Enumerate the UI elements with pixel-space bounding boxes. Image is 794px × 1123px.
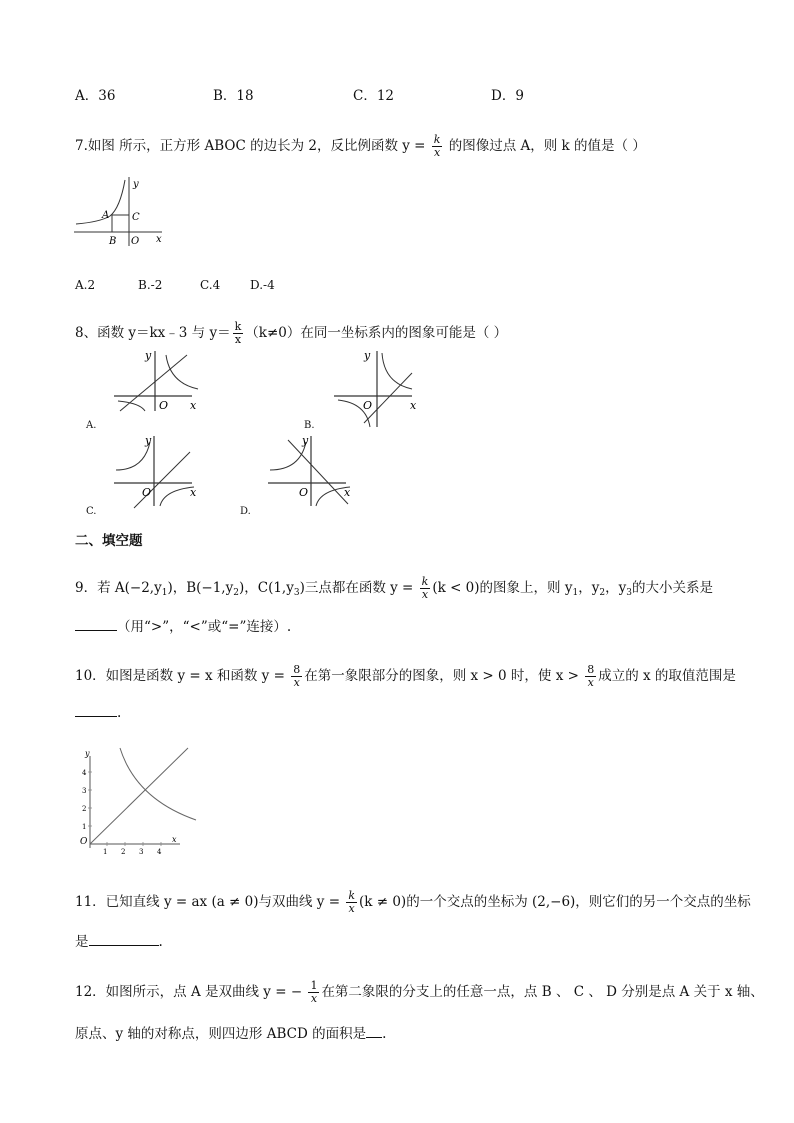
line-graph bbox=[288, 440, 348, 504]
q8-label-c: C. bbox=[86, 506, 97, 517]
square-aboc bbox=[112, 215, 129, 232]
x-tick-2: 2 bbox=[121, 848, 126, 856]
fraction: $\frac{8}{x}$ bbox=[293, 663, 301, 689]
q12-line2: 原点、y 轴的对称点，则四边形 ABCD 的面积是 . bbox=[75, 1026, 387, 1042]
label-y: y bbox=[145, 349, 152, 362]
label-y: y bbox=[85, 749, 90, 758]
label-x: x bbox=[172, 835, 177, 844]
label-x: x bbox=[344, 486, 351, 499]
line-graph bbox=[364, 373, 412, 423]
label-y: y bbox=[133, 179, 139, 190]
q7-option-a: A.2 bbox=[75, 278, 96, 292]
line-y-equals-x bbox=[90, 748, 188, 844]
q7-option-d: D.-4 bbox=[250, 278, 275, 292]
q11-line1: 11．已知直线 y = ax (a ≠ 0)与双曲线 y = $\frac{k}{x}$ (k ≠ 0)的一个交点的坐标为 (2,−6)，则它们的另一个交点的坐标 bbox=[75, 889, 751, 915]
label-a: A bbox=[102, 210, 110, 221]
line-graph bbox=[134, 452, 190, 508]
hyperbola-branch-1 bbox=[270, 442, 306, 470]
q8-label-b: B. bbox=[304, 420, 315, 431]
fraction: $\frac{k}{x}$ bbox=[348, 889, 355, 915]
q6-option-c: C．12 bbox=[353, 88, 395, 104]
y-tick-1: 1 bbox=[82, 823, 87, 831]
fraction: $\frac{k}{x}$ bbox=[234, 320, 242, 346]
q7-text: 7.如图 所示，正方形 ABOC 的边长为 2，反比例函数 y = $\frac{k}{x}$ 的图像过点 A，则 k 的值是（ ） bbox=[75, 133, 646, 159]
q12-line1: 12．如图所示，点 A 是双曲线 y = − $\frac{1}{x}$ 在第二象限的分支上的任意一点，点 B 、 C 、 D 分别是点 A 关于 x 轴、 bbox=[75, 979, 764, 1005]
label-x: x bbox=[156, 234, 162, 245]
q7-option-b: B.-2 bbox=[138, 278, 163, 292]
hyperbola-branch-1 bbox=[382, 353, 412, 389]
answer-blank[interactable] bbox=[366, 1025, 382, 1038]
answer-blank[interactable] bbox=[75, 618, 117, 631]
label-x: x bbox=[190, 486, 197, 499]
q6-option-d: D．9 bbox=[491, 88, 524, 104]
q10-line1: 10．如图是函数 y = x 和函数 y = $\frac{8}{x}$ 在第一象限部分的图象，则 x > 0 时，使 x > $\frac{8}{x}$ 成立的 x 的取值范围是 bbox=[75, 663, 736, 689]
label-o: O bbox=[142, 486, 152, 499]
hyperbola-8-over-x bbox=[120, 748, 196, 820]
q8-graph-c bbox=[112, 430, 200, 510]
q7-option-c: C.4 bbox=[200, 278, 221, 292]
label-c: C bbox=[132, 212, 140, 223]
answer-blank[interactable] bbox=[75, 704, 117, 717]
label-y: y bbox=[145, 434, 152, 447]
y-tick-4: 4 bbox=[82, 769, 87, 777]
label-o: O bbox=[131, 236, 140, 247]
q8-graph-b bbox=[332, 345, 420, 430]
q10-graph bbox=[76, 744, 200, 856]
q8-text: 8、函数 y＝kx﹣3 与 y＝ $\frac{k}{x}$ （k≠0）在同一坐标系内的图象可能是（ ） bbox=[75, 320, 508, 346]
label-o: O bbox=[363, 399, 373, 412]
y-tick-3: 3 bbox=[82, 787, 87, 795]
fraction: $\frac{k}{x}$ bbox=[433, 133, 441, 159]
q6-option-b: B．18 bbox=[213, 88, 254, 104]
hyperbola-branch-1 bbox=[166, 355, 198, 389]
label-x: x bbox=[190, 399, 197, 412]
x-tick-3: 3 bbox=[139, 848, 144, 856]
fraction: $\frac{k}{x}$ bbox=[421, 575, 429, 601]
label-b: B bbox=[109, 236, 117, 247]
q8-graph-d bbox=[266, 430, 354, 510]
x-tick-1: 1 bbox=[103, 848, 108, 856]
label-o: O bbox=[299, 486, 309, 499]
hyperbola-branch-2 bbox=[160, 487, 194, 506]
q8-label-d: D. bbox=[240, 506, 251, 517]
q10-line2: . bbox=[75, 704, 121, 721]
q9-line1: 9．若 $A(-2,y_1)$，$B(-1,y_2)$，$C(1,y_3)$三点都在函数 y = $\frac{k}{x}$ (k < 0)的图象上，则 $y_1$，$y_2$，$y_3$的大小关系是 bbox=[75, 575, 713, 601]
q7-graph bbox=[70, 172, 170, 250]
q11-line2: 是 . bbox=[75, 934, 163, 950]
x-tick-4: 4 bbox=[157, 848, 162, 856]
section-title: 二、填空题 bbox=[75, 533, 143, 549]
q8-label-a: A. bbox=[86, 420, 97, 431]
fraction: $\frac{8}{x}$ bbox=[587, 663, 595, 689]
hyperbola-curve bbox=[76, 180, 125, 224]
q6-option-a: A．36 bbox=[75, 88, 116, 104]
label-y: y bbox=[364, 349, 371, 362]
label-y: y bbox=[302, 434, 309, 447]
fraction: $\frac{1}{x}$ bbox=[310, 979, 318, 1005]
answer-blank[interactable] bbox=[89, 933, 159, 946]
q9-line2: （用“>”，“<”或“=”连接）. bbox=[75, 615, 291, 635]
label-o: O bbox=[159, 399, 169, 412]
label-x: x bbox=[410, 399, 417, 412]
q8-graph-a bbox=[112, 345, 200, 413]
label-o: O bbox=[80, 837, 88, 847]
y-tick-2: 2 bbox=[82, 805, 87, 813]
